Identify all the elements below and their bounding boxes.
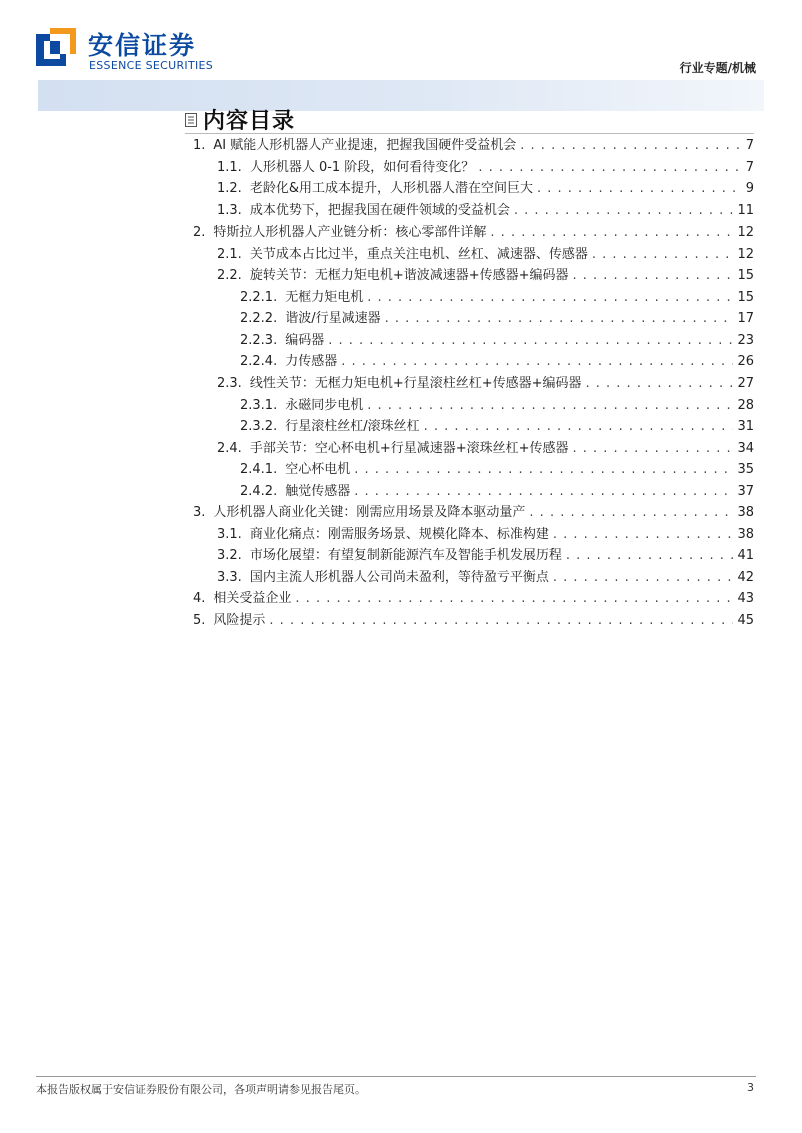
toc-entry-title: 人形机器人商业化关键：刚需应用场景及降本驱动量产 — [213, 505, 526, 520]
toc-entry-page: 43 — [737, 591, 754, 606]
toc-leader-dots — [424, 418, 734, 436]
toc-entry-page: 38 — [737, 527, 754, 542]
toc-entry-page: 45 — [737, 613, 754, 628]
toc-entry-page: 28 — [737, 398, 754, 413]
toc-entry-number: 2.3.1. — [240, 398, 278, 413]
toc-entry-number: 2.2.2. — [240, 311, 278, 326]
toc-entry[interactable] — [217, 569, 754, 587]
toc-leader-dots — [529, 504, 733, 522]
toc-entry-page: 34 — [737, 441, 754, 456]
header-band — [38, 80, 764, 111]
toc-entry-number: 3. — [193, 505, 206, 520]
toc-entry[interactable] — [217, 440, 754, 458]
toc-entry-title: 特斯拉人形机器人产业链分析：核心零部件详解 — [213, 225, 487, 240]
toc-entry-number: 5. — [193, 613, 206, 628]
toc-entry-page: 9 — [745, 181, 754, 196]
toc-entry[interactable] — [217, 180, 754, 198]
toc-entry-number: 2.4. — [217, 441, 242, 456]
toc-leader-dots — [566, 547, 734, 565]
toc-leader-dots — [520, 137, 741, 155]
toc-entry-number: 2.2.3. — [240, 333, 278, 348]
toc-leader-dots — [586, 375, 734, 393]
toc-entry-title: 风险提示 — [213, 613, 266, 628]
toc-leader-dots — [295, 590, 733, 608]
brand-name-cn: 安信证券 — [88, 31, 197, 60]
toc-leader-dots — [490, 224, 733, 242]
toc-entry-page: 26 — [737, 354, 754, 369]
toc-entry[interactable] — [240, 310, 754, 328]
toc-entry-title: 成本优势下，把握我国在硬件领域的受益机会 — [249, 203, 510, 218]
toc-entry-title: 手部关节：空心杯电机+行星减速器+滚珠丝杠+传感器 — [249, 441, 569, 456]
toc-entry-title: 无框力矩电机 — [285, 290, 364, 305]
toc-entry-title: AI 赋能人形机器人产业提速，把握我国硬件受益机会 — [213, 138, 517, 153]
toc-leader-dots — [573, 267, 734, 285]
toc-leader-dots — [341, 353, 733, 371]
toc-leader-dots — [367, 289, 733, 307]
toc-entry-number: 2.3. — [217, 376, 242, 391]
toc-entry-title: 国内主流人形机器人公司尚未盈利，等待盈亏平衡点 — [249, 570, 549, 585]
toc-entry-number: 2. — [193, 225, 206, 240]
toc-entry[interactable] — [217, 267, 754, 285]
toc-entry-page: 42 — [737, 570, 754, 585]
toc-entry[interactable] — [240, 353, 754, 371]
toc-leader-dots — [592, 246, 734, 264]
toc-entry-page: 7 — [745, 160, 754, 175]
toc-entry[interactable] — [240, 289, 754, 307]
toc-entry[interactable] — [217, 547, 754, 565]
toc-entry-number: 3.3. — [217, 570, 242, 585]
toc-entry-title: 线性关节：无框力矩电机+行星滚柱丝杠+传感器+编码器 — [249, 376, 582, 391]
toc-entry-title: 商业化痛点：刚需服务场景、规模化降本、标准构建 — [249, 527, 549, 542]
toc-entry-title: 编码器 — [285, 333, 325, 348]
toc-entry-page: 37 — [737, 484, 754, 499]
toc-entry[interactable] — [217, 202, 754, 220]
toc-entry-number: 2.3.2. — [240, 419, 278, 434]
toc-entry-page: 23 — [737, 333, 754, 348]
toc-leader-dots — [553, 526, 734, 544]
toc-entry-page: 11 — [737, 203, 754, 218]
toc-entry-page: 41 — [737, 548, 754, 563]
toc-leader-dots — [553, 569, 734, 587]
toc-entry[interactable] — [193, 612, 754, 630]
toc-entry-title: 相关受益企业 — [213, 591, 292, 606]
toc-entry-page: 15 — [737, 290, 754, 305]
toc-entry-page: 31 — [737, 419, 754, 434]
toc-entry-number: 2.2.1. — [240, 290, 278, 305]
toc-entry-number: 3.1. — [217, 527, 242, 542]
toc-entry[interactable] — [240, 418, 754, 436]
toc-entry-title: 市场化展望：有望复制新能源汽车及智能手机发展历程 — [249, 548, 562, 563]
toc-leader-dots — [354, 461, 733, 479]
toc-leader-dots — [385, 310, 734, 328]
report-category: 行业专题/机械 — [679, 61, 756, 75]
toc-entry-number: 2.4.2. — [240, 484, 278, 499]
toc-entry-page: 38 — [737, 505, 754, 520]
toc-leader-dots — [478, 159, 741, 177]
toc-leader-dots — [354, 483, 733, 501]
page-number: 3 — [747, 1081, 754, 1094]
toc-entry[interactable] — [193, 137, 754, 155]
toc-entry-page: 17 — [737, 311, 754, 326]
toc-entry-page: 15 — [737, 268, 754, 283]
toc-entry[interactable] — [217, 526, 754, 544]
toc-leader-dots — [367, 397, 733, 415]
toc-entry-page: 12 — [737, 247, 754, 262]
toc-entry-title: 老龄化&用工成本提升，人形机器人潜在空间巨大 — [249, 181, 533, 196]
toc-entry-number: 2.4.1. — [240, 462, 278, 477]
toc-entry-number: 1. — [193, 138, 206, 153]
toc-entry-title: 力传感器 — [285, 354, 338, 369]
toc-entry[interactable] — [240, 483, 754, 501]
toc-entry-title: 谐波/行星减速器 — [285, 311, 381, 326]
toc-entry-number: 1.3. — [217, 203, 242, 218]
document-icon — [185, 113, 197, 127]
toc-entry[interactable] — [193, 504, 754, 522]
toc-entry-title: 触觉传感器 — [285, 484, 351, 499]
toc-entry[interactable] — [193, 224, 754, 242]
toc-entry-title: 空心杯电机 — [285, 462, 351, 477]
toc-leader-dots — [537, 180, 742, 198]
toc-leader-dots — [269, 612, 733, 630]
toc-leader-dots — [573, 440, 734, 458]
toc-entry[interactable] — [217, 159, 754, 177]
toc-entry-title: 关节成本占比过半，重点关注电机、丝杠、减速器、传感器 — [249, 247, 588, 262]
toc-leader-dots — [328, 332, 733, 350]
toc-entry-title: 人形机器人 0-1 阶段，如何看待变化？ — [249, 160, 475, 175]
toc-entry-title: 行星滚柱丝杠/滚珠丝杠 — [285, 419, 420, 434]
footer-divider — [36, 1076, 756, 1077]
toc-entry-number: 1.1. — [217, 160, 242, 175]
toc-leader-dots — [514, 202, 734, 220]
toc-entry-page: 12 — [737, 225, 754, 240]
toc-entry-page: 27 — [737, 376, 754, 391]
toc-entry[interactable] — [240, 332, 754, 350]
toc-entry[interactable] — [240, 397, 754, 415]
footer-disclaimer: 本报告版权属于安信证券股份有限公司，各项声明请参见报告尾页。 — [36, 1083, 366, 1096]
toc-entry-number: 3.2. — [217, 548, 242, 563]
toc-entry-page: 35 — [737, 462, 754, 477]
toc-entry-number: 2.1. — [217, 247, 242, 262]
toc-entry-number: 2.2. — [217, 268, 242, 283]
toc-entry-number: 2.2.4. — [240, 354, 278, 369]
toc-entry[interactable] — [193, 590, 754, 608]
toc-entry-page: 7 — [745, 138, 754, 153]
toc-entry-number: 1.2. — [217, 181, 242, 196]
toc-entry-title: 永磁同步电机 — [285, 398, 364, 413]
toc-entry[interactable] — [217, 375, 754, 393]
toc-title-divider — [185, 133, 754, 134]
brand-name-en: ESSENCE SECURITIES — [89, 59, 214, 72]
toc-title: 内容目录 — [203, 109, 296, 134]
toc-entry[interactable] — [240, 461, 754, 479]
toc-entry[interactable] — [217, 246, 754, 264]
toc-entry-title: 旋转关节：无框力矩电机+谐波减速器+传感器+编码器 — [249, 268, 569, 283]
brand-logo-icon — [36, 28, 76, 68]
toc-entry-number: 4. — [193, 591, 206, 606]
